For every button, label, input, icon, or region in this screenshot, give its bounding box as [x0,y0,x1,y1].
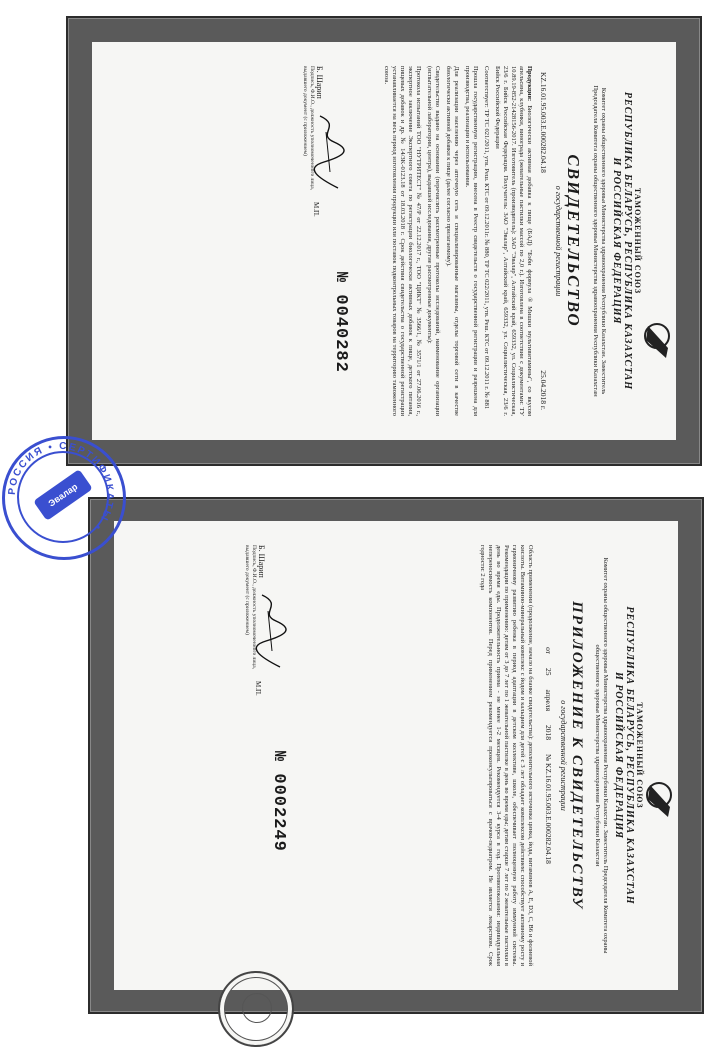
certificate-subtitle: о государственной регистрации [554,185,563,297]
product-label: Продукция: [526,66,533,102]
protocols-text: Протокола испытаний ТОО "НУТРИТЕСТ" № 47/Р от 22.12.2017 г., ТОО "ЦИКТ" № 3566/1, № 3571/1 от 27.06.2016 г., экспертное заключение Экспертного совета по регистрации биологически активных добавок к пище, детского питания, пищевых добавок и др. № 14/3K-0123.18 от 18.03.2018 г. Срок действия свидетельства о государственной регистрации устанавливается на весь период изготовления продукции или поставок подконтрольных товаров на территорию таможенного союза. [383,66,422,416]
registration-line [539,72,548,410]
company-stamp [2,436,126,560]
customs-union-logo-icon [642,777,676,823]
issuer-text: Комитет охраны общественного здоровья Министерства здравоохранения Республики Казахстан. Заместитель Председателя Комитета охраны общественного здоровья Министерства здравоохранения Республики Казахстан [594,557,609,954]
conformity-text: Соответствует: ТР ТС 021/2011, утв. Реш. КТС от 09.12.2011г. № 880, ТР ТС 022/2011, утв. Реш. КТС от 09.12.2011 г. № 881 [483,66,490,410]
countries-line-2: И РОССИЙСКАЯ ФЕДЕРАЦИЯ [611,157,622,325]
signer-position: Подпись, Ф.И.О., должность уполномоченного лица, выдавшего документ (с приложением) [302,66,315,191]
issuer-text: Комитет охраны общественного здоровья Министерства здравоохранения Республики Казахстан. Заместитель Председателя Комитета охраны общественного здоровья Министерства здравоохранения Республики Казахстан [592,85,607,397]
appendix-text [478,545,534,966]
union-title: ТАМОЖЕННЫЙ СОЮЗ [633,187,642,295]
appendix-body [114,521,678,990]
signer-name: Б. Шарип [257,545,266,578]
scope-text: Область применения (продолжение, начало на бланке свидетельства): дополнительного источника цинка, йода, витаминов А, Е, D3, С, B6 и фолиевой кислоты. Витаминно-минеральный комплекс с йодом и кальцием для детей с 3 лет обладает комплексом действием: способствует активному росту и гармоничному развитию ребенка в период адаптации в детском коллективе, школе, обеспечивает полноценную работу иммунной системы. Рекомендации по применению: детям от 3 до 7 лет по 1 жевательной пастилке в день во время еды; детям старше 7 лет по 2 жевательные пастилки в день во время еды. Продолжительность приема - не менее 1-2 месяцев. Рекомендуется 3-4 курса в год. Противопоказания: индивидуальная непереносимость компонентов. Перед применением рекомендуется проконсультироваться с врачом-педиатром. Не является лекарством. Срок годности: 2 года [479,545,534,966]
appendix-content [114,521,678,990]
stamp-center-text: Эвалар [33,469,93,521]
registered-note: Прошла государственную регистрацию, внесена в Реестр свидетельств о государственной регистрации и разрешена для производства, реализации и использования. [464,66,479,416]
registration-date: 25.04.2018 г. [539,370,548,410]
blank-number: № 0002249 [269,751,288,852]
usage-note: Для реализации населению через аптечную сеть и специализированные магазины, отделы торговой сети в качестве биологически активной добавки к пище (далее согласно прилагаемому). [445,66,460,416]
stamp-ring-text [5,439,117,551]
appendix-header [613,521,678,990]
appendix-title: ПРИЛОЖЕНИЕ К СВИДЕТЕЛЬСТВУ [569,601,585,910]
countries-line-1: РЕСПУБЛИКА БЕЛАРУСЬ, РЕСПУБЛИКА КАЗАХСТАН [622,91,633,391]
date-month: апреля [544,689,553,712]
date-label: от [544,647,553,655]
official-seal-icon [218,971,294,1047]
basis-note: Свидетельство выдано на основании (перечислить рассмотренные протоколы исследований, наименование организации (испытательной лаборатории, центра), выдавшей исследования, другие рассмотренные документы): [426,66,441,416]
countries-line-1: РЕСПУБЛИКА БЕЛАРУСЬ, РЕСПУБЛИКА КАЗАХСТАН [624,606,635,905]
certificate-sheet [66,16,702,466]
certificate-content [92,42,676,440]
date-year: 2018 [544,725,553,741]
signature-icon [254,591,288,671]
signer-name: Б. Шарип [315,66,324,99]
signer-position: Подпись, Ф.И.О., должность уполномоченного лица, выдавшего документ (с приложением) [244,545,257,670]
registration-number: KZ.16.01.95.003.E.000282.04.18 [539,72,548,173]
date-day: 25 [544,668,553,676]
customs-union-logo-icon [640,318,674,364]
seal-label: М.П. [254,681,262,696]
svg-text:РОССИЯ • СЕРТИФИКАТЫ •: РОССИЯ • СЕРТИФИКАТЫ • [6,440,116,534]
appendix-sheet [88,497,704,1014]
product-description: Биологически активная добавка к пище (БАД) "Бэби формула ® Мишки мультивитамины", со вкусом апельсина, клубники, винограда (жевательные пастилки массой по 2,0 г.). Изготовлена в соответствии с документами: ТУ 10.89.19-852-21428156-2017. Изготовитель (производитель): ЗАО "Эвалар", Алтайский край, 659332, ул. Социалистическая, 23/6 г. Бийск Российская Федерация. Получатель: ЗАО "Эвалар", Алтайский край, 659332, ул. Социалистическая, 23/6 г. Бийск Российской Федерации [494,66,533,416]
signature-icon [312,112,346,192]
appendix-subtitle: о государственной регистрации [559,700,568,811]
certificate-body [92,42,676,440]
certificate-text [382,66,533,416]
appendix-date-line [544,551,553,960]
certificate-title: СВИДЕТЕЛЬСТВО [564,154,583,328]
union-title: ТАМОЖЕННЫЙ СОЮЗ [635,702,644,809]
registration-number: № KZ.16.01.95.003.E.000282.04.18 [544,754,553,864]
countries-line-2: И РОССИЙСКАЯ ФЕДЕРАЦИЯ [613,672,624,839]
seal-label: М.П. [312,202,320,217]
certificate-header [611,42,676,440]
blank-number: № 0040282 [331,272,350,373]
